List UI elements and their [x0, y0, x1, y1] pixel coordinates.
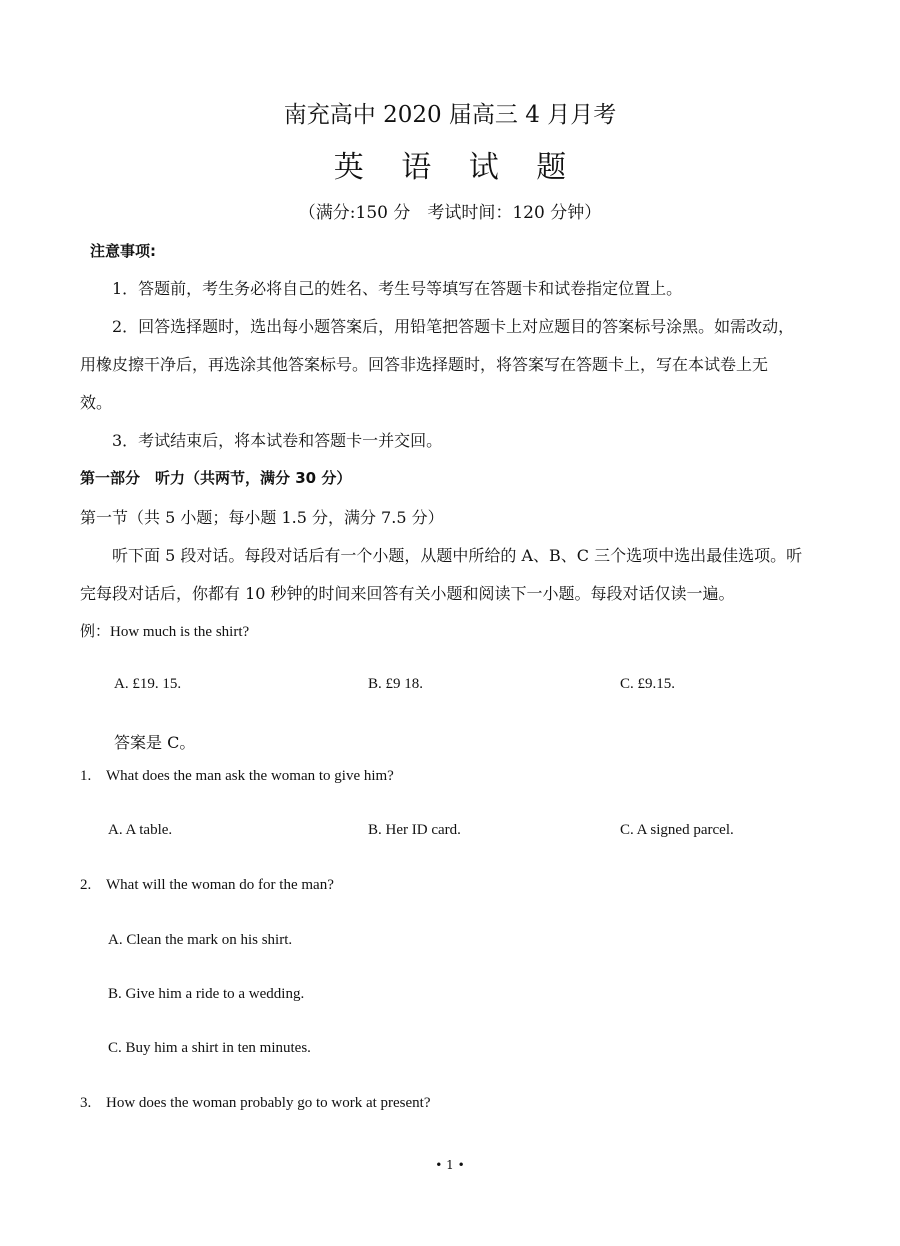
question-2-option-a: A. Clean the mark on his shirt. [108, 932, 293, 948]
question-2-text: What will the woman do for the man? [106, 877, 334, 893]
question-1-option-c: C. A signed parcel. [620, 822, 734, 838]
example-question: 例：How much is the shirt? [80, 624, 250, 640]
part-1-heading: 第一部分 听力（共两节，满分 30 分） [80, 469, 352, 487]
example-answer: 答案是 C。 [114, 733, 196, 752]
note-item-2-line-1: 2．回答选择题时，选出每小题答案后，用铅笔把答题卡上对应题目的答案标号涂黑。如需改动， [112, 317, 795, 336]
question-3-text: How does the woman probably go to work at present? [106, 1095, 431, 1111]
score-info: （满分:150 分 考试时间：120 分钟） [298, 203, 602, 223]
question-2-number: 2. [80, 877, 92, 893]
question-1-option-b: B. Her ID card. [368, 822, 461, 838]
instructions-line-2: 完每段对话后，你都有 10 秒钟的时间来回答有关小题和阅读下一小题。每段对话仅读一遍。 [80, 584, 735, 603]
example-option-a: A. £19. 15. [114, 676, 182, 692]
section-1-heading: 第一节（共 5 小题；每小题 1.5 分，满分 7.5 分） [80, 508, 444, 527]
question-1-option-a: A. A table. [108, 822, 173, 838]
question-2-option-b: B. Give him a ride to a wedding. [108, 986, 305, 1002]
note-item-3: 3．考试结束后，将本试卷和答题卡一并交回。 [112, 431, 443, 450]
example-option-c: C. £9.15. [620, 676, 676, 692]
note-item-1: 1．答题前，考生务必将自己的姓名、考生号等填写在答题卡和试卷指定位置上。 [112, 279, 683, 298]
page-number: • 1 • [435, 1158, 465, 1172]
question-1-number: 1. [80, 768, 92, 784]
notes-heading: 注意事项: [90, 242, 156, 260]
example-option-b: B. £9 18. [368, 676, 424, 692]
question-3-number: 3. [80, 1095, 92, 1111]
exam-subject: 英 语 试 题 [333, 150, 581, 185]
exam-title: 南充高中 2020 届高三 4 月月考 [283, 102, 617, 128]
instructions-line-1: 听下面 5 段对话。每段对话后有一个小题，从题中所给的 A、B、C 三个选项中选出最佳选项。听 [112, 546, 803, 565]
question-1-text: What does the man ask the woman to give him? [106, 768, 394, 784]
note-item-2-line-3: 效。 [80, 393, 113, 412]
note-item-2-line-2: 用橡皮擦干净后，再选涂其他答案标号。回答非选择题时，将答案写在答题卡上，写在本试卷上无 [80, 355, 769, 374]
question-2-option-c: C. Buy him a shirt in ten minutes. [108, 1040, 311, 1056]
